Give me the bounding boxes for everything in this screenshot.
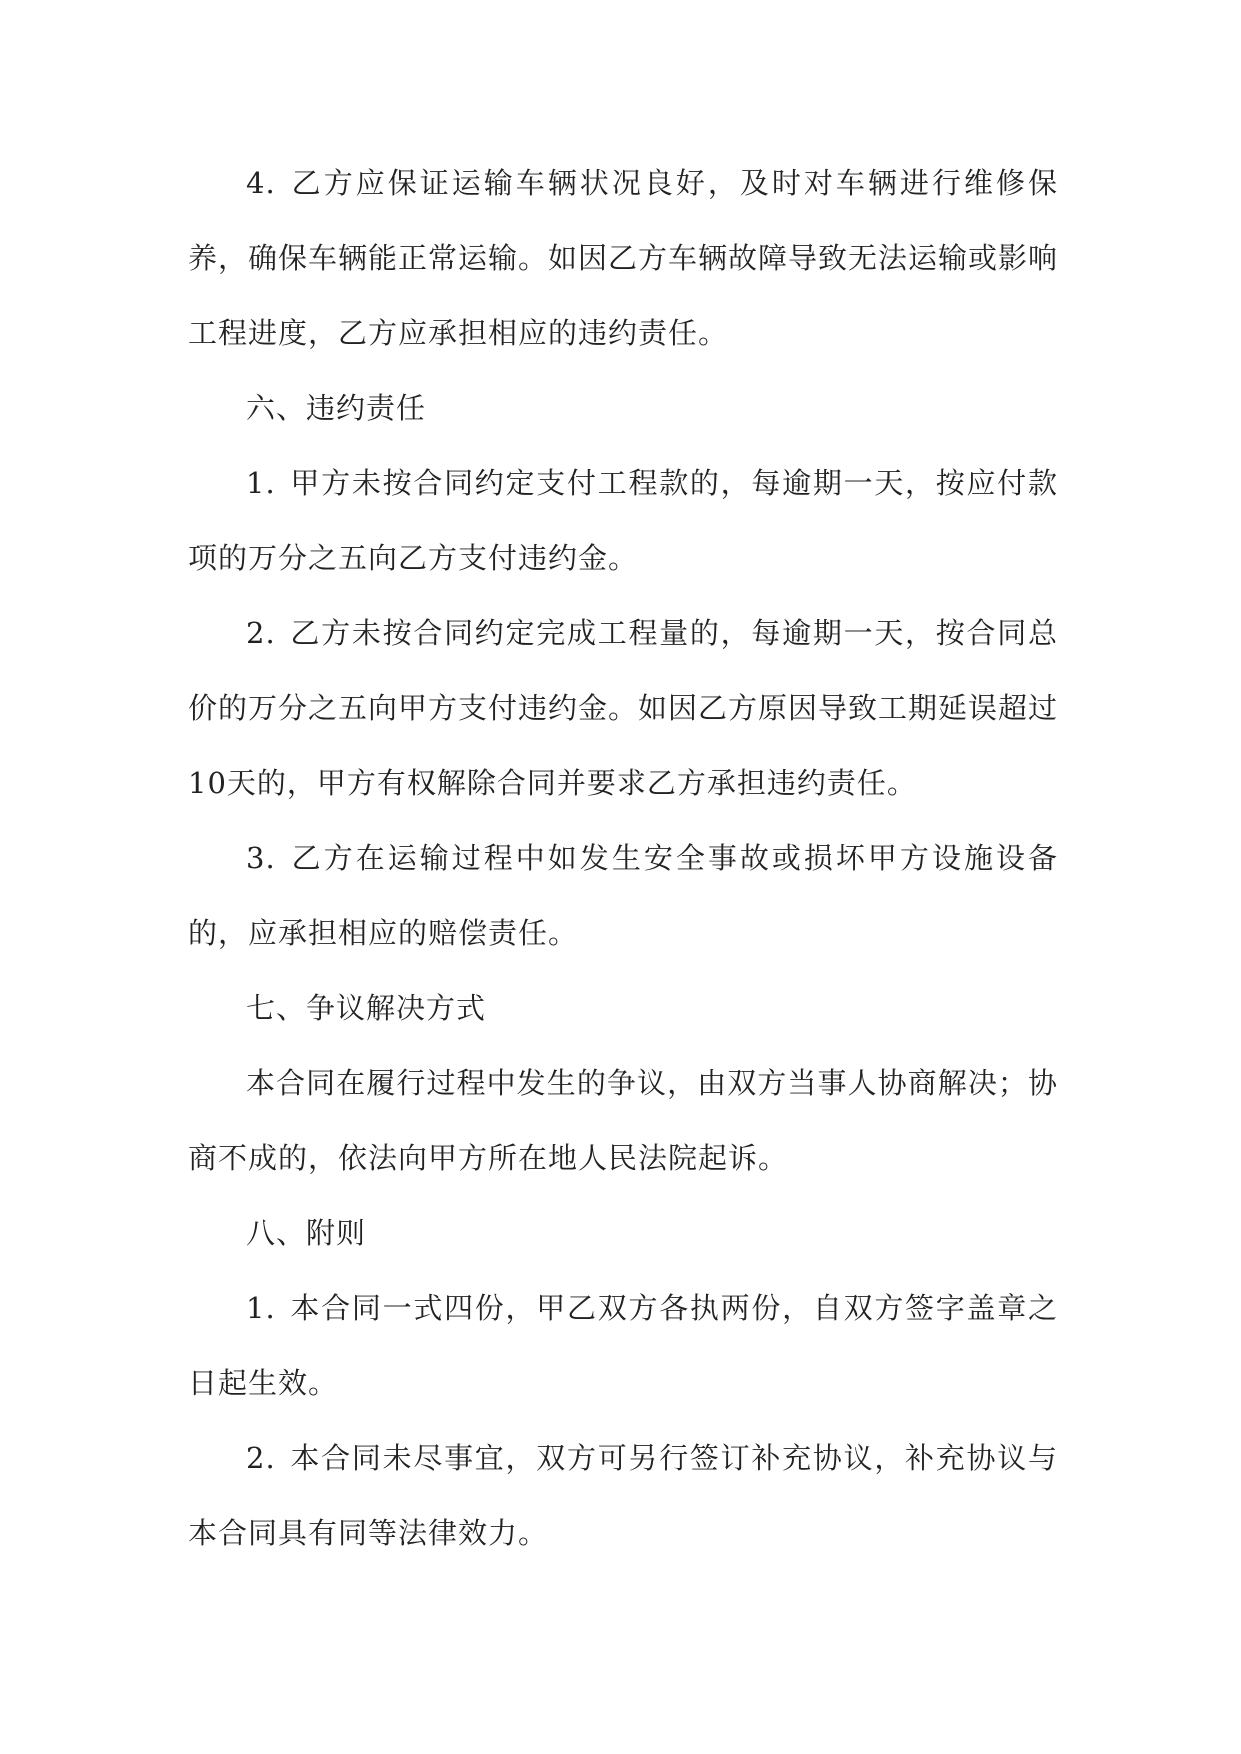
document-body xyxy=(188,146,1058,1571)
clause-6-3 xyxy=(188,821,1058,971)
clause-number: 4. xyxy=(246,166,276,200)
section-heading-8: 八、附则 xyxy=(246,1216,367,1250)
clause-text: 本合同在履行过程中发生的争议，由双方当事人协商解决；协商不成的，依法向甲方所在地人民法院起诉。 xyxy=(188,1066,1058,1175)
clause-number: 2. xyxy=(246,1441,276,1475)
clause-5-4 xyxy=(188,146,1058,371)
clause-text: 乙方在运输过程中如发生安全事故或损坏甲方设施设备的，应承担相应的赔偿责任。 xyxy=(188,841,1058,950)
clause-text: 本合同未尽事宜，双方可另行签订补充协议，补充协议与本合同具有同等法律效力。 xyxy=(188,1441,1058,1550)
clause-6-1 xyxy=(188,446,1058,596)
clause-text: 乙方应保证运输车辆状况良好，及时对车辆进行维修保养，确保车辆能正常运输。如因乙方车辆故障导致无法运输或影响工程进度，乙方应承担相应的违约责任。 xyxy=(188,166,1059,350)
clause-number: 3. xyxy=(246,841,276,875)
clause-8-2 xyxy=(188,1421,1058,1571)
clause-number: 1. xyxy=(246,1291,276,1325)
clause-7-body xyxy=(188,1046,1058,1196)
section-heading-6: 六、违约责任 xyxy=(246,391,427,425)
clause-text: 乙方未按合同约定完成工程量的，每逾期一天，按合同总价的万分之五向甲方支付违约金。如因乙方原因导致工期延误超过10天的，甲方有权解除合同并要求乙方承担违约责任。 xyxy=(188,616,1059,800)
clause-6-2 xyxy=(188,596,1058,821)
clause-8-1 xyxy=(188,1271,1058,1421)
section-heading-7: 七、争议解决方式 xyxy=(246,991,487,1025)
clause-number: 2. xyxy=(246,616,276,650)
clause-number: 1. xyxy=(246,466,276,500)
clause-text: 甲方未按合同约定支付工程款的，每逾期一天，按应付款项的万分之五向乙方支付违约金。 xyxy=(188,466,1058,575)
clause-text: 本合同一式四份，甲乙双方各执两份，自双方签字盖章之日起生效。 xyxy=(188,1291,1058,1400)
